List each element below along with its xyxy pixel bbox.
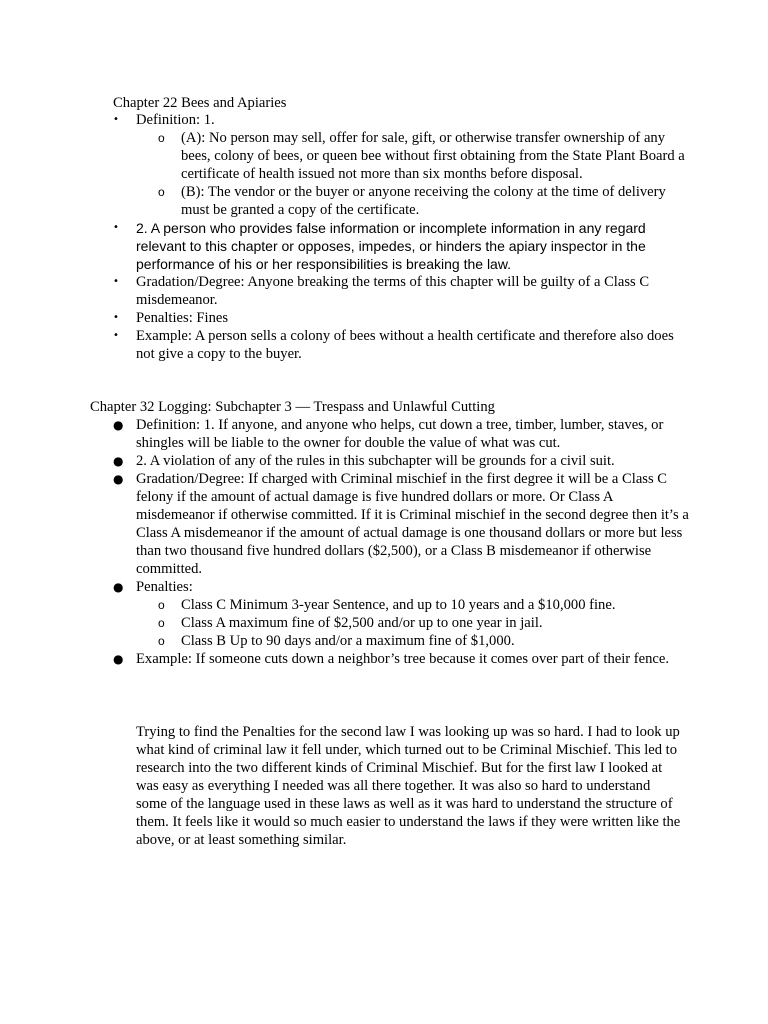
- sub-bullet-marker: o: [158, 131, 165, 145]
- list-item-text: Example: A person sells a colony of bees without a health certificate and therefore also does not give a copy to the buyer.: [136, 328, 674, 362]
- bullet-icon: •: [113, 330, 119, 341]
- list-item: [113, 650, 693, 668]
- sub-bullet-marker: o: [158, 616, 165, 630]
- sub-list-item-text: Class B Up to 90 days and/or a maximum fine of $1,000.: [181, 633, 515, 649]
- chapter-22-list: [113, 111, 693, 363]
- list-item: [113, 578, 693, 650]
- sub-list-item: [136, 632, 693, 650]
- list-item: [113, 219, 693, 273]
- sub-list: [136, 129, 693, 219]
- list-item: [113, 470, 693, 578]
- list-item-text: Example: If someone cuts down a neighbor’s tree because it comes over part of their fence.: [136, 651, 670, 667]
- list-item: [113, 327, 693, 363]
- chapter-32-list: [113, 416, 693, 668]
- sub-list-item-text: Class C Minimum 3-year Sentence, and up to 10 years and a $10,000 fine.: [181, 597, 616, 613]
- list-item-text: Definition: 1.: [136, 112, 215, 128]
- sub-list-item-text: (B): The vendor or the buyer or anyone receiving the colony at the time of delivery must be granted a copy of the certificate.: [181, 184, 666, 218]
- bullet-icon: ●: [113, 454, 124, 468]
- sub-list-item: [136, 614, 693, 632]
- sub-bullet-marker: o: [158, 634, 165, 648]
- bullet-icon: •: [113, 276, 119, 287]
- bullet-icon: ●: [113, 418, 124, 432]
- bullet-icon: ●: [113, 580, 124, 594]
- sub-list-item: [136, 596, 693, 614]
- chapter-32-heading: Chapter 32 Logging: Subchapter 3 — Trespass and Unlawful Cutting: [90, 399, 495, 415]
- list-item: [113, 309, 693, 327]
- bullet-icon: ●: [113, 472, 124, 486]
- sub-list: [136, 596, 693, 650]
- sub-list-item-text: (A): No person may sell, offer for sale, gift, or otherwise transfer ownership of any bees, colony of bees, or queen bee without first obtaining from the State Plant Board a certificate of health issued not more than six months before disposal.: [181, 130, 685, 182]
- bullet-icon: ●: [113, 652, 124, 666]
- list-item: [113, 452, 693, 470]
- sub-list-item: [136, 129, 693, 183]
- list-item: [113, 273, 693, 309]
- list-item-text: 2. A violation of any of the rules in this subchapter will be grounds for a civil suit.: [136, 453, 615, 469]
- list-item-text: Gradation/Degree: If charged with Criminal mischief in the first degree it will be a Class C felony if the amount of actual damage is five hundred dollars or more. Or Class A misdemeanor if otherwise committed. If it is Criminal mischief in the second degree then it’s a Class A misdemeanor if the amount of actual damage is one thousand dollars or more but less than two thousand five hundred dollars ($2,500), or a Class B misdemeanor if otherwise committed.: [136, 471, 689, 577]
- list-item: [113, 416, 693, 452]
- list-item-text: Definition: 1. If anyone, and anyone who helps, cut down a tree, timber, lumber, staves, or shingles will be liable to the owner for double the value of what was cut.: [136, 417, 664, 451]
- bullet-icon: •: [113, 114, 119, 125]
- reflection-paragraph: Trying to find the Penalties for the second law I was looking up was so hard. I had to look up what kind of criminal law it fell under, which turned out to be Criminal Mischief. This led to research into the two different kinds of Criminal Mischief. But for the first law I looked at was easy as everything I needed was all there together. It was also so hard to understand some of the language used in these laws as well as it was hard to understand the structure of them. It feels like it would so much easier to understand the laws if they were written like the above, or at least something similar.: [136, 724, 681, 848]
- sub-list-item: [136, 183, 693, 219]
- sub-list-item-text: Class A maximum fine of $2,500 and/or up to one year in jail.: [181, 615, 543, 631]
- sub-bullet-marker: o: [158, 598, 165, 612]
- bullet-icon: •: [113, 222, 119, 233]
- list-item-text: Gradation/Degree: Anyone breaking the terms of this chapter will be guilty of a Class C misdemeanor.: [136, 274, 650, 308]
- list-item: [113, 111, 693, 219]
- sub-bullet-marker: o: [158, 185, 165, 199]
- list-item-text: Penalties:: [136, 579, 193, 595]
- list-item-text: Penalties: Fines: [136, 310, 229, 326]
- bullet-icon: •: [113, 312, 119, 323]
- list-item-text: 2. A person who provides false information or incomplete information in any regard relevant to this chapter or opposes, impedes, or hinders the apiary inspector in the performance of his or her responsibilities is breaking the law.: [136, 220, 646, 272]
- chapter-22-heading: Chapter 22 Bees and Apiaries: [113, 95, 287, 111]
